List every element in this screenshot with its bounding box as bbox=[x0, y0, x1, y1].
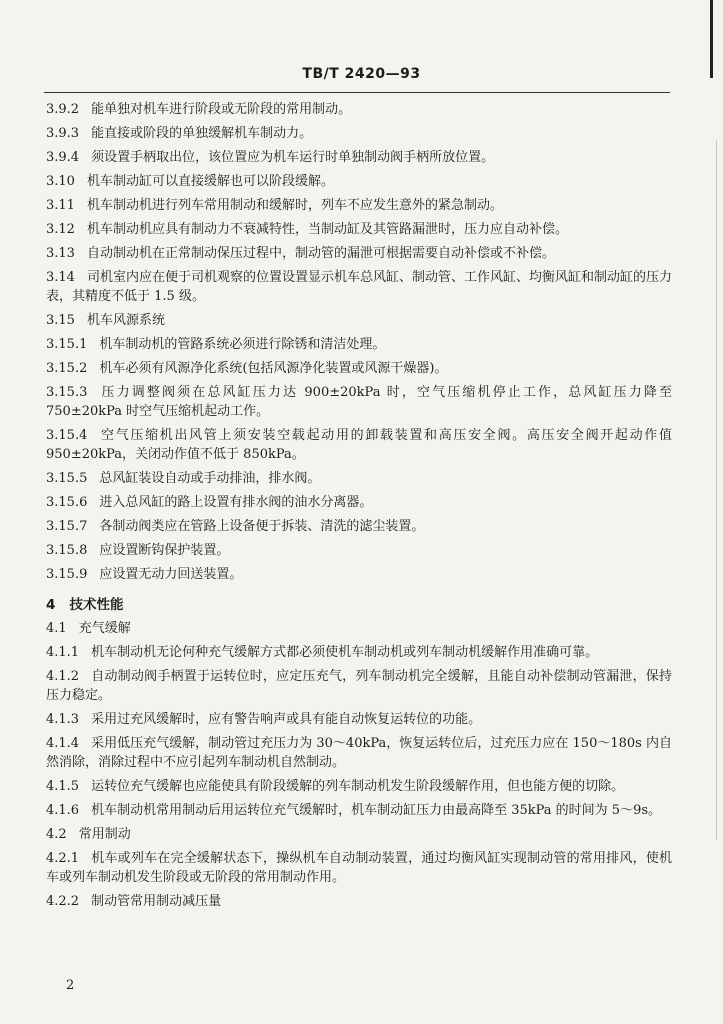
clause-text: 应设置断钩保护装置。 bbox=[99, 543, 230, 558]
clauses-section-3 bbox=[46, 100, 672, 584]
clause-number: 3.9.2 bbox=[46, 102, 80, 117]
clause-paragraph bbox=[46, 541, 672, 560]
clause-text: 机车制动机进行列车常用制动和缓解时，列车不应发生意外的紧急制动。 bbox=[86, 198, 503, 213]
clause-number: 3.14 bbox=[46, 270, 75, 285]
clause-number: 4.1.4 bbox=[46, 736, 80, 751]
standard-code-header: TB/T 2420—93 bbox=[302, 66, 421, 82]
clause-paragraph bbox=[46, 777, 672, 796]
clause-text: 机车必须有风源净化系统(包括风源净化装置或风源干燥器)。 bbox=[99, 361, 448, 376]
document-body bbox=[46, 100, 672, 916]
clause-text: 各制动阀类应在管路上设备便于拆装、清洗的滤尘装置。 bbox=[99, 519, 425, 534]
clause-paragraph bbox=[46, 311, 672, 330]
clause-paragraph bbox=[46, 801, 672, 820]
clause-text: 采用低压充气缓解，制动管过充压力为 30～40kPa，恢复运转位后，过充压力应在 150～180s 内自然消除，消除过程中不应引起列车制动机自然制动。 bbox=[46, 736, 672, 770]
clause-paragraph bbox=[46, 148, 672, 167]
clause-text: 司机室内应在便于司机观察的位置设置显示机车总风缸、制动管、工作风缸、均衡风缸和制动缸的压力表，其精度不低于 1.5 级。 bbox=[46, 270, 672, 304]
scan-edge-shadow bbox=[716, 140, 717, 840]
clause-number: 3.15.8 bbox=[46, 543, 88, 558]
clause-text: 自动制动机在正常制动保压过程中，制动管的漏泄可根据需要自动补偿或不补偿。 bbox=[86, 246, 555, 261]
section-title: 技术性能 bbox=[69, 597, 124, 613]
clause-number: 3.10 bbox=[46, 174, 75, 189]
clause-number: 3.15.7 bbox=[46, 519, 88, 534]
clause-text: 机车制动机应具有制动力不衰减特性，当制动缸及其管路漏泄时，压力应自动补偿。 bbox=[86, 222, 568, 237]
clause-text: 常用制动 bbox=[78, 827, 131, 842]
clause-paragraph bbox=[46, 196, 672, 215]
clause-paragraph bbox=[46, 335, 672, 354]
section-number: 4 bbox=[46, 597, 56, 613]
clause-number: 3.9.3 bbox=[46, 126, 80, 141]
clause-text: 机车制动机无论何种充气缓解方式都必须使机车制动机或列车制动机缓解作用准确可靠。 bbox=[91, 645, 599, 660]
clause-text: 机车制动机的管路系统必须进行除锈和清洁处理。 bbox=[99, 337, 386, 352]
clause-paragraph bbox=[46, 643, 672, 662]
clause-paragraph bbox=[46, 124, 672, 143]
clause-paragraph bbox=[46, 469, 672, 488]
clause-text: 能直接或阶段的单独缓解机车制动力。 bbox=[91, 126, 313, 141]
clause-text: 机车制动机常用制动后用运转位充气缓解时，机车制动缸压力由最高降至 35kPa 的时间为 5～9s。 bbox=[91, 803, 662, 818]
clause-text: 总风缸装设自动或手动排油，排水阀。 bbox=[99, 471, 321, 486]
clause-paragraph bbox=[46, 383, 672, 421]
clause-paragraph bbox=[46, 565, 672, 584]
clause-number: 3.15.2 bbox=[46, 361, 88, 376]
clause-paragraph bbox=[46, 244, 672, 263]
clause-text: 机车风源系统 bbox=[86, 313, 165, 328]
clause-text: 采用过充风缓解时，应有警告响声或具有能自动恢复运转位的功能。 bbox=[91, 712, 482, 727]
clause-number: 4.2.2 bbox=[46, 894, 80, 909]
clause-paragraph bbox=[46, 220, 672, 239]
clause-paragraph bbox=[46, 734, 672, 772]
clause-text: 运转位充气缓解也应能使具有阶段缓解的列车制动机发生阶段缓解作用，但也能方便的切除。 bbox=[91, 779, 625, 794]
clause-paragraph bbox=[46, 359, 672, 378]
clause-number: 4.2.1 bbox=[46, 851, 80, 866]
clause-number: 3.15.1 bbox=[46, 337, 88, 352]
clause-number: 3.15.3 bbox=[46, 385, 88, 400]
clause-paragraph bbox=[46, 619, 672, 638]
clause-number: 3.15.6 bbox=[46, 495, 88, 510]
clause-paragraph bbox=[46, 493, 672, 512]
clause-paragraph bbox=[46, 172, 672, 191]
clauses-section-4 bbox=[46, 619, 672, 911]
clause-text: 制动管常用制动减压量 bbox=[91, 894, 222, 909]
clause-text: 进入总风缸的路上设置有排水阀的油水分离器。 bbox=[99, 495, 373, 510]
clause-paragraph bbox=[46, 667, 672, 705]
clause-paragraph bbox=[46, 849, 672, 887]
clause-paragraph bbox=[46, 710, 672, 729]
clause-number: 3.11 bbox=[46, 198, 75, 213]
page-number: 2 bbox=[66, 978, 75, 993]
clause-number: 3.13 bbox=[46, 246, 75, 261]
clause-number: 4.1.5 bbox=[46, 779, 80, 794]
clause-text: 应设置无动力回送装置。 bbox=[99, 567, 243, 582]
clause-text: 压力调整阀须在总风缸压力达 900±20kPa 时，空气压缩机停止工作，总风缸压力降至 750±20kPa 时空气压缩机起动工作。 bbox=[46, 385, 672, 419]
header-rule bbox=[44, 92, 670, 93]
clause-number: 4.1 bbox=[46, 621, 67, 636]
clause-text: 自动制动阀手柄置于运转位时，应定压充气，列车制动机完全缓解，且能自动补偿制动管漏泄，保持压力稳定。 bbox=[46, 669, 672, 703]
section-heading bbox=[46, 593, 672, 613]
clause-number: 3.15.9 bbox=[46, 567, 88, 582]
clause-number: 4.1.1 bbox=[46, 645, 80, 660]
clause-text: 机车或列车在完全缓解状态下，操纵机车自动制动装置，通过均衡风缸实现制动管的常用排风，使机车或列车制动机发生阶段或无阶段的常用制动作用。 bbox=[46, 851, 672, 885]
clause-paragraph bbox=[46, 517, 672, 536]
clause-paragraph bbox=[46, 892, 672, 911]
clause-number: 3.9.4 bbox=[46, 150, 80, 165]
clause-number: 4.2 bbox=[46, 827, 67, 842]
clause-number: 4.1.3 bbox=[46, 712, 80, 727]
clause-paragraph bbox=[46, 825, 672, 844]
clause-number: 3.15.5 bbox=[46, 471, 88, 486]
clause-paragraph bbox=[46, 426, 672, 464]
clause-text: 空气压缩机出风管上须安装空载起动用的卸载装置和高压安全阀。高压安全阀开起动作值 950±20kPa，关闭动作值不低于 850kPa。 bbox=[46, 428, 672, 462]
clause-number: 3.15 bbox=[46, 313, 75, 328]
clause-number: 3.15.4 bbox=[46, 428, 88, 443]
clause-number: 4.1.2 bbox=[46, 669, 80, 684]
clause-number: 4.1.6 bbox=[46, 803, 80, 818]
clause-paragraph bbox=[46, 100, 672, 119]
clause-text: 能单独对机车进行阶段或无阶段的常用制动。 bbox=[91, 102, 352, 117]
clause-text: 充气缓解 bbox=[78, 621, 131, 636]
clause-text: 须设置手柄取出位，该位置应为机车运行时单独制动阀手柄所放位置。 bbox=[91, 150, 495, 165]
clause-text: 机车制动缸可以直接缓解也可以阶段缓解。 bbox=[86, 174, 334, 189]
clause-number: 3.12 bbox=[46, 222, 75, 237]
clause-paragraph bbox=[46, 268, 672, 306]
